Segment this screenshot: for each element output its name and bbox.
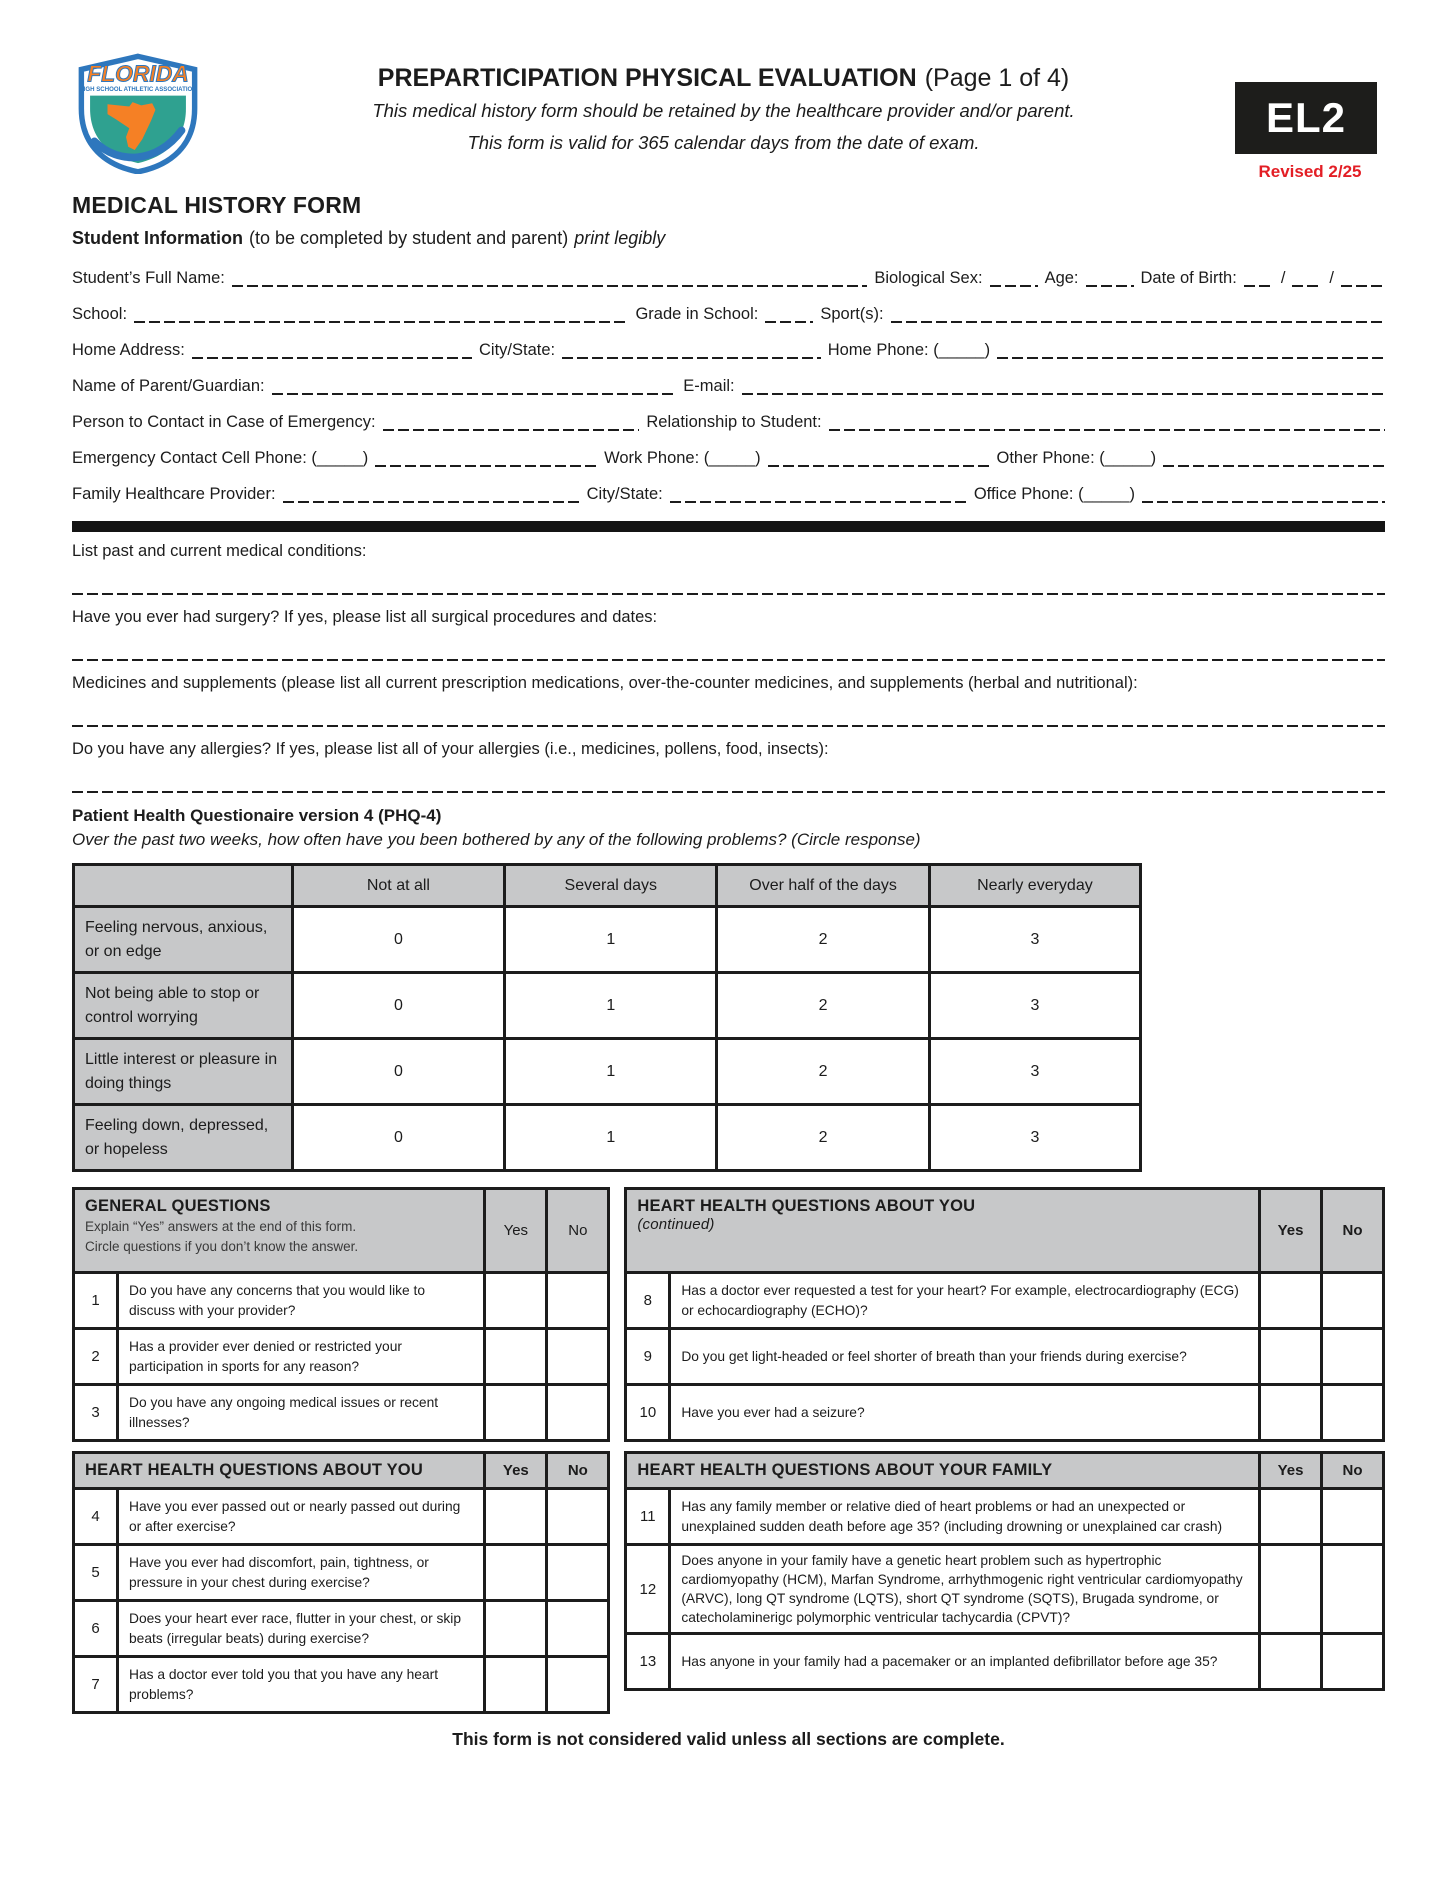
phq-row-label: Little interest or pleasure in doing things [74, 1039, 293, 1105]
phq-option[interactable]: 3 [929, 973, 1140, 1039]
question-number: 5 [74, 1545, 118, 1601]
question-number: 4 [74, 1489, 118, 1545]
question-table-title: HEART HEALTH QUESTIONS ABOUT YOU (continued) [637, 1197, 1248, 1233]
section-prompt: Medicines and supplements (please list all current prescription medications, over-the-counter medicines, and supplements (herbal and nutritional): [72, 674, 1138, 692]
phq-row-label: Feeling nervous, anxious, or on edge [74, 907, 293, 973]
fill-line[interactable] [765, 307, 813, 323]
field-label: Grade in School: [635, 305, 759, 323]
form-field-row [72, 289, 1385, 325]
field-label: Student’s Full Name: [72, 269, 225, 287]
form-field-row [72, 361, 1385, 397]
fill-line[interactable] [768, 451, 990, 467]
fill-line[interactable] [1086, 271, 1134, 287]
header-right [1235, 52, 1385, 182]
question-text: Have you ever had discomfort, pain, tightness, or pressure in your chest during exercise? [118, 1545, 485, 1601]
question-row [626, 1385, 1384, 1441]
field-label: Home Address: [72, 341, 185, 359]
question-row [74, 1545, 609, 1601]
phq-heading: Patient Health Questionaire version 4 (PHQ-4) [72, 806, 442, 825]
fill-line[interactable] [1292, 271, 1322, 287]
phq-option[interactable]: 0 [292, 907, 504, 973]
question-text: Do you have any concerns that you would like to discuss with your provider? [118, 1273, 485, 1329]
field-label: Relationship to Student: [646, 413, 822, 431]
answer-cell-no[interactable] [1322, 1489, 1384, 1545]
question-text: Have you ever had a seizure? [670, 1385, 1260, 1441]
phq-option[interactable]: 1 [505, 907, 717, 973]
form-field-row [72, 469, 1385, 505]
question-text: Do you have any ongoing medical issues or recent illnesses? [118, 1385, 485, 1441]
question-number: 11 [626, 1489, 670, 1545]
question-table-subtitle: Explain “Yes” answers at the end of this form. [85, 1219, 357, 1234]
form-field-row [72, 253, 1385, 289]
fill-line[interactable] [134, 307, 628, 323]
question-table-title: GENERAL QUESTIONS [85, 1197, 271, 1215]
field-label: Family Healthcare Provider: [72, 485, 276, 503]
field-label: Other Phone: (_____) [996, 449, 1157, 467]
phq-column-header: Over half of the days [717, 865, 929, 907]
section-prompt: List past and current medical conditions: [72, 542, 367, 560]
yes-column-header: Yes [485, 1453, 547, 1489]
answer-cell-yes[interactable] [1260, 1329, 1322, 1385]
fill-line[interactable] [72, 724, 1385, 727]
question-table-title: HEART HEALTH QUESTIONS ABOUT YOUR FAMILY [637, 1461, 1053, 1479]
field-label: Biological Sex: [874, 269, 983, 287]
free-text-section [72, 608, 1385, 661]
phq-option[interactable]: 1 [505, 1105, 717, 1171]
fill-line[interactable] [1341, 271, 1385, 287]
fill-line[interactable] [72, 790, 1385, 793]
question-table [72, 1187, 610, 1442]
question-number: 10 [626, 1385, 670, 1441]
question-table-title-cell [626, 1453, 1260, 1489]
phq-option[interactable]: 3 [929, 1105, 1140, 1171]
question-text: Have you ever passed out or nearly passed out during or after exercise? [118, 1489, 485, 1545]
answer-cell-yes[interactable] [485, 1329, 547, 1385]
field-label: Person to Contact in Case of Emergency: [72, 413, 376, 431]
phq-row-label: Feeling down, depressed, or hopeless [74, 1105, 293, 1171]
question-number: 6 [74, 1601, 118, 1657]
phq-option[interactable]: 3 [929, 1039, 1140, 1105]
no-column-header: No [547, 1453, 609, 1489]
field-label: / [1280, 269, 1286, 287]
section-divider-bar [72, 521, 1385, 532]
answer-cell-yes[interactable] [1260, 1545, 1322, 1634]
yes-column-header: Yes [1260, 1189, 1322, 1273]
page-header [72, 52, 1385, 182]
question-text: Do you get light-headed or feel shorter of breath than your friends during exercise? [670, 1329, 1260, 1385]
page-title-main: PREPARTICIPATION PHYSICAL EVALUATION [377, 64, 917, 92]
question-number: 13 [626, 1634, 670, 1690]
question-tables-right-column [624, 1187, 1385, 1691]
question-row [74, 1489, 609, 1545]
fill-line[interactable] [272, 379, 677, 395]
phq-row-label: Not being able to stop or control worrying [74, 973, 293, 1039]
free-text-sections [72, 542, 1385, 793]
page-title [212, 64, 1235, 93]
student-info-heading-italic: print legibly [574, 228, 666, 248]
answer-cell-no[interactable] [1322, 1385, 1384, 1441]
question-table-title-cell [626, 1189, 1260, 1273]
question-row [74, 1601, 609, 1657]
fill-line[interactable] [1163, 451, 1385, 467]
question-table [624, 1187, 1385, 1442]
form-code-badge: EL2 [1235, 82, 1377, 154]
answer-cell-yes[interactable] [1260, 1634, 1322, 1690]
form-title: MEDICAL HISTORY FORM [72, 192, 362, 218]
question-text: Does your heart ever race, flutter in your chest, or skip beats (irregular beats) during exercise? [118, 1601, 485, 1657]
phq-header-row [74, 865, 1141, 907]
question-number: 3 [74, 1385, 118, 1441]
answer-cell-yes[interactable] [1260, 1489, 1322, 1545]
answer-cell-no[interactable] [1322, 1634, 1384, 1690]
fhsaa-logo-graphic [72, 52, 204, 174]
free-text-section [72, 542, 1385, 595]
question-row [626, 1634, 1384, 1690]
logo-association-text: HIGH SCHOOL ATHLETIC ASSOCIATION [79, 86, 197, 94]
fill-line[interactable] [997, 343, 1385, 359]
revision-label: Revised 2/25 [1258, 162, 1362, 181]
logo-florida-text: FLORIDA [87, 60, 189, 87]
question-row [74, 1657, 609, 1713]
fill-line[interactable] [1142, 487, 1385, 503]
phq-row [74, 1039, 1141, 1105]
answer-cell-no[interactable] [547, 1657, 609, 1713]
question-text: Has any family member or relative died of heart problems or had an unexpected or unexplained sudden death before age 35? (including drowning or unexplained car crash) [670, 1489, 1260, 1545]
phq-column-header: Not at all [292, 865, 504, 907]
phq-option[interactable]: 2 [717, 1039, 929, 1105]
phq-option[interactable]: 2 [717, 907, 929, 973]
question-table-header-row [626, 1189, 1384, 1273]
answer-cell-no[interactable] [1322, 1329, 1384, 1385]
header-titles [212, 52, 1235, 157]
form-field-row [72, 433, 1385, 469]
question-table-subtitle: Circle questions if you don’t know the answer. [85, 1239, 359, 1255]
form-field-row [72, 397, 1385, 433]
phq-option[interactable]: 1 [505, 1039, 717, 1105]
question-number: 1 [74, 1273, 118, 1329]
header-subtitle-2: This form is valid for 365 calendar days from the date of exam. [467, 131, 980, 153]
question-text: Has anyone in your family had a pacemaker or an implanted defibrillator before age 35? [670, 1634, 1260, 1690]
section-prompt: Do you have any allergies? If yes, please list all of your allergies (i.e., medicines, pollens, food, insects): [72, 740, 829, 758]
phq-instruction: Over the past two weeks, how often have you been bothered by any of the following problems? (Circle response) [72, 830, 921, 849]
yes-column-header: Yes [485, 1189, 547, 1273]
field-label: Name of Parent/Guardian: [72, 377, 265, 395]
question-table [624, 1451, 1385, 1691]
answer-cell-yes[interactable] [485, 1545, 547, 1601]
student-info-heading-bold: Student Information [72, 228, 243, 248]
answer-cell-no[interactable] [547, 1601, 609, 1657]
fill-line[interactable] [72, 658, 1385, 661]
answer-cell-no[interactable] [1322, 1545, 1384, 1634]
question-number: 2 [74, 1329, 118, 1385]
question-text: Has a doctor ever told you that you have any heart problems? [118, 1657, 485, 1713]
fill-line[interactable] [283, 487, 580, 503]
phq-option[interactable]: 1 [505, 973, 717, 1039]
answer-cell-no[interactable] [547, 1273, 609, 1329]
fill-line[interactable] [562, 343, 821, 359]
fill-line[interactable] [990, 271, 1038, 287]
question-text: Has a provider ever denied or restricted your participation in sports for any reason? [118, 1329, 485, 1385]
phq-column-header: Nearly everyday [929, 865, 1140, 907]
question-table-header-row [74, 1453, 609, 1489]
answer-cell-yes[interactable] [1260, 1385, 1322, 1441]
answer-cell-yes[interactable] [485, 1489, 547, 1545]
question-text: Does anyone in your family have a genetic heart problem such as hypertrophic cardiomyopathy (HCM), Marfan Syndrome, arrhythmogenic right ventricular cardiomyopathy (ARVC), long QT syndrome (LQTS), short QT syndrome (SQTS), Brugada syndrome, or catecholaminerigc polymorphic ventricular tachycardia (CPVT)? [670, 1545, 1260, 1634]
phq-table [72, 863, 1142, 1172]
question-table-title-cell [74, 1189, 485, 1273]
header-subtitle-1: This medical history form should be retained by the healthcare provider and/or parent. [372, 100, 1075, 121]
answer-cell-no[interactable] [547, 1545, 609, 1601]
field-label: City/State: [478, 341, 556, 359]
phq-row [74, 973, 1141, 1039]
phq-option[interactable]: 3 [929, 907, 1140, 973]
student-info-rows [72, 253, 1385, 505]
fill-line[interactable] [232, 271, 867, 287]
yes-column-header: Yes [1260, 1453, 1322, 1489]
question-number: 8 [626, 1273, 670, 1329]
fill-line[interactable] [891, 307, 1385, 323]
phq-option[interactable]: 2 [717, 1105, 929, 1171]
validity-note: This form is not considered valid unless all sections are complete. [452, 1729, 1005, 1749]
phq-corner-cell [74, 865, 293, 907]
phq-column-header: Several days [505, 865, 717, 907]
form-field-row [72, 325, 1385, 361]
answer-cell-no[interactable] [547, 1489, 609, 1545]
page-title-page-indicator: (Page 1 of 4) [924, 64, 1070, 92]
question-number: 12 [626, 1545, 670, 1634]
question-table-header-row [74, 1189, 609, 1273]
field-label: Office Phone: (_____) [973, 485, 1135, 503]
answer-cell-yes[interactable] [485, 1385, 547, 1441]
field-label: / [1329, 269, 1334, 287]
question-table-title-cell [74, 1453, 485, 1489]
phq-option[interactable]: 0 [292, 1105, 504, 1171]
answer-cell-yes[interactable] [485, 1273, 547, 1329]
fill-line[interactable] [72, 592, 1385, 595]
phq-table-host [72, 863, 1385, 1172]
question-table-title: HEART HEALTH QUESTIONS ABOUT YOU [85, 1461, 423, 1479]
question-row [626, 1489, 1384, 1545]
fill-line[interactable] [742, 379, 1385, 395]
student-info-heading-note: (to be completed by student and parent) [248, 228, 569, 248]
question-number: 7 [74, 1657, 118, 1713]
no-column-header: No [1322, 1189, 1384, 1273]
answer-cell-yes[interactable] [485, 1657, 547, 1713]
student-info-heading [72, 228, 1385, 249]
fill-line[interactable] [1244, 271, 1274, 287]
free-text-section [72, 740, 1385, 793]
phq-row [74, 1105, 1141, 1171]
field-label: City/State: [586, 485, 663, 503]
no-column-header: No [1322, 1453, 1384, 1489]
phq-row [74, 907, 1141, 973]
phq-option[interactable]: 2 [717, 973, 929, 1039]
question-tables-left-column [72, 1187, 610, 1714]
field-label: Home Phone: (_____) [827, 341, 991, 359]
question-row [74, 1385, 609, 1441]
answer-cell-no[interactable] [1322, 1273, 1384, 1329]
phq-option[interactable]: 0 [292, 1039, 504, 1105]
field-label: Work Phone: (_____) [604, 449, 761, 467]
field-label: Sport(s): [820, 305, 884, 323]
field-label: School: [72, 305, 128, 323]
question-text: Has a doctor ever requested a test for your heart? For example, electrocardiography (ECG) or echocardiography (ECHO)? [670, 1273, 1260, 1329]
no-column-header: No [547, 1189, 609, 1273]
question-table-title-note: (continued) [637, 1216, 715, 1233]
question-table [72, 1451, 610, 1714]
question-number: 9 [626, 1329, 670, 1385]
field-label: Emergency Contact Cell Phone: (_____) [72, 449, 369, 467]
field-label: Date of Birth: [1140, 269, 1237, 287]
answer-cell-no[interactable] [547, 1329, 609, 1385]
question-row [626, 1273, 1384, 1329]
field-label: E-mail: [683, 377, 735, 395]
question-row [626, 1329, 1384, 1385]
fill-line[interactable] [383, 415, 640, 431]
question-table-header-row [626, 1453, 1384, 1489]
question-row [626, 1545, 1384, 1634]
fill-line[interactable] [192, 343, 472, 359]
answer-cell-no[interactable] [547, 1385, 609, 1441]
field-label: Age: [1044, 269, 1079, 287]
question-row [74, 1329, 609, 1385]
fhsaa-logo [72, 52, 212, 179]
answer-cell-yes[interactable] [485, 1601, 547, 1657]
free-text-section [72, 674, 1385, 727]
question-tables-area [72, 1187, 1385, 1714]
fill-line[interactable] [670, 487, 967, 503]
question-row [74, 1273, 609, 1329]
answer-cell-yes[interactable] [1260, 1273, 1322, 1329]
section-prompt: Have you ever had surgery? If yes, please list all surgical procedures and dates: [72, 608, 658, 626]
fill-line[interactable] [829, 415, 1385, 431]
phq-option[interactable]: 0 [292, 973, 504, 1039]
fill-line[interactable] [375, 451, 597, 467]
